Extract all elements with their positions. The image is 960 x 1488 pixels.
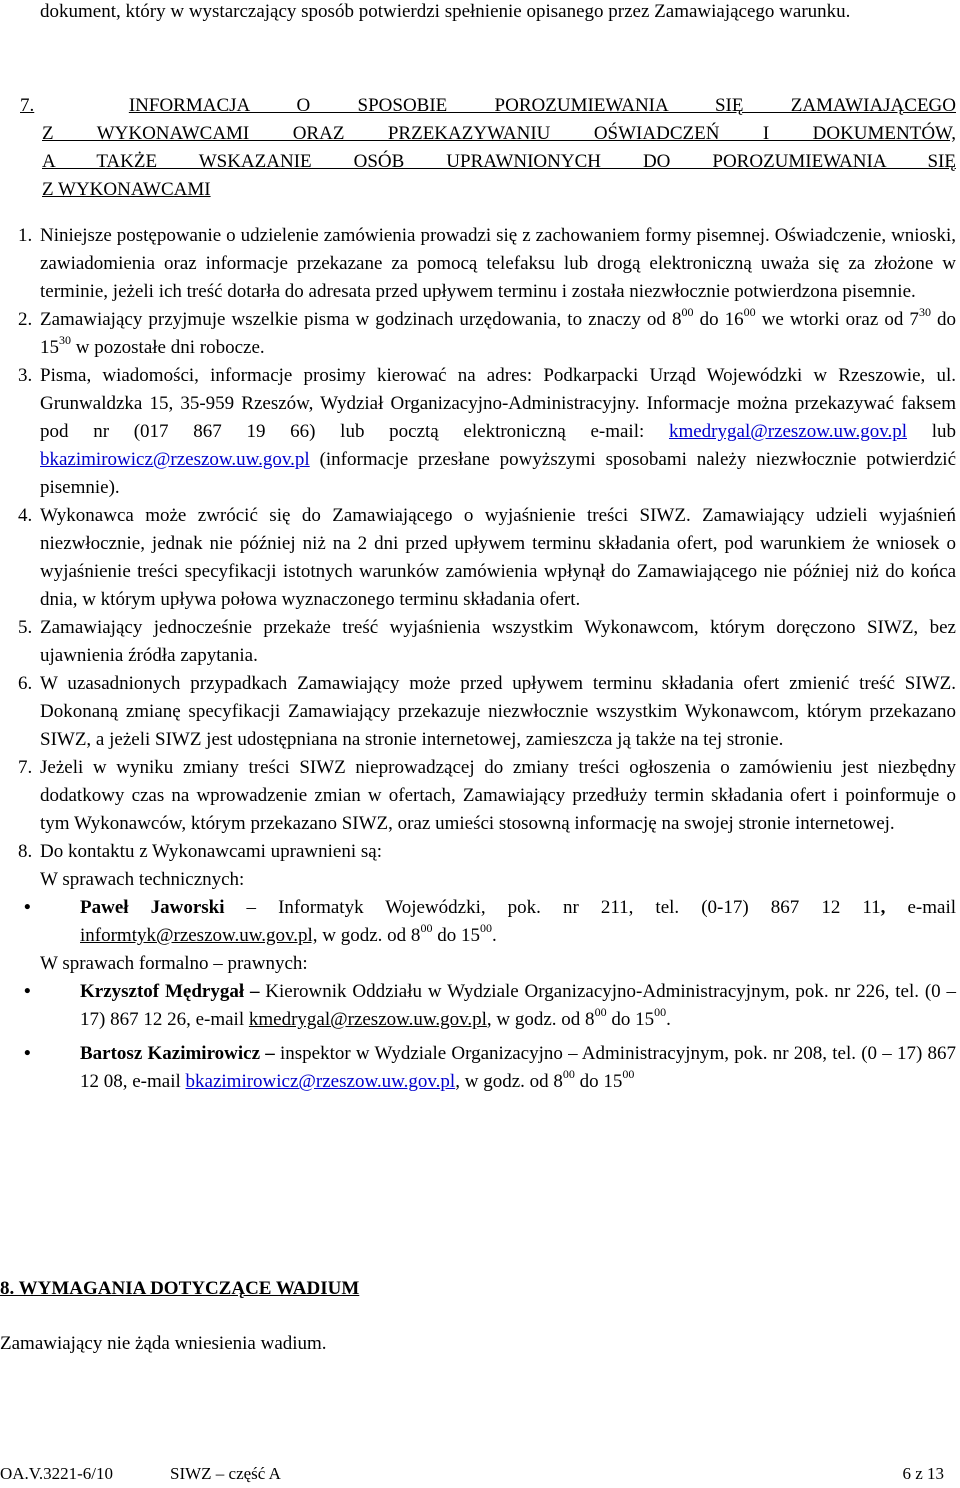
bullet-icon: • [24,1043,31,1064]
section-7-line-1: 7. INFORMACJA O SPOSOBIE POROZUMIEWANIA SIĘ ZAMAWIAJĄCEGO [20,95,956,116]
contact-item: • Bartosz Kazimirowicz – inspektor w Wydziale Organizacyjno – Administracyjnym, pok. nr 208, tel. (0 – 17) 867 12 08, e-mail bkazimirowicz@rzeszow.uw.gov.pl, w godz. od $8^{00}$ do $15^{00}$ [80,1040,956,1096]
list-item-text: Jeżeli w wyniku zmiany treści SIWZ nieprowadzącej do zmiany treści ogłoszenia o zamówieniu jest niezbędny dodatkowy czas na wprowadzenie zmian w ofertach, Zamawiający przedłuży termin składania ofert i poinformuje o tym Wykonawców, którym przekazano SIWZ, oraz umieści stosowną informację na swojej stronie internetowej. [40,757,956,834]
list-item-text: Zamawiający jednocześnie przekaże treść wyjaśnienia wszystkim Wykonawcom, którym doręczono SIWZ, bez ujawnienia źródła zapytania. [40,617,956,666]
contact-name: Krzysztof Mędrygał [80,981,245,1002]
list-item: 3. Pisma, wiadomości, informacje prosimy kierować na adres: Podkarpacki Urząd Wojewódzki w Rzeszowie, ul. Grunwaldzka 15, 35-959 Rzeszów, Wydział Organizacyjno-Administracyjny. Informacje można przekazywać faksem pod nr (017 867 19 66) lub pocztą elektroniczną e-mail: kmedrygal@rzeszow.uw.gov.pl lub bkazimirowicz@rzeszow.uw.gov.pl (informacje przesłane powyższymi sposobami należy niezwłocznie potwierdzić pisemnie). [18,362,956,502]
email-link-bkazimirowicz-2[interactable]: bkazimirowicz@rzeszow.uw.gov.pl [185,1071,456,1092]
list-item-number: 6. [18,673,33,694]
list-item-number: 4. [18,505,33,526]
list-item-number: 7. [18,757,33,778]
list-item [18,614,956,670]
list-item: 2. Zamawiający przyjmuje wszelkie pisma w godzinach urzędowania, to znaczy od $8^{00}$ do $16^{00}$ we wtorki oraz od $7^{30}$ do $15^{30}$ w pozostałe dni robocze. [18,305,957,358]
list-item-number: 1. [18,225,33,246]
section-7-heading [18,92,956,204]
footer-page-number: 6 z 13 [902,1464,944,1483]
formal-contacts-list [18,978,956,1096]
list-item-text: Wykonawca może zwrócić się do Zamawiającego o wyjaśnienie treści SIWZ. Zamawiający udzieli wyjaśnień niezwłocznie, jednak nie później niż na 2 dni przed upływem terminu składania ofert, pod warunkiem że wniosek o wyjaśnienie treści specyfikacji istotnych warunków zamówienia wpłynął do Zamawiającego nie później niż do końca dnia, w którym upływa połowa wyznaczonego terminu składania ofert. [40,505,956,610]
contact-item: • Paweł Jaworski – Informatyk Wojewódzki, pok. nr 211, tel. (0-17) 867 12 11, e-mail informtyk@rzeszow.uw.gov.pl, w godz. od $8^{00}$ do $15^{00}$. [80,894,956,950]
list-item [18,670,956,754]
section-8-heading: 8. WYMAGANIA DOTYCZĄCE WADIUM [0,1278,360,1299]
email-link-bkazimirowicz[interactable]: bkazimirowicz@rzeszow.uw.gov.pl [40,449,310,470]
contact-name: Paweł Jaworski [80,897,225,918]
technical-contacts-label: W sprawach technicznych: [40,869,245,890]
list-item-number: 2. [18,309,33,330]
list-item-text: Niniejsze postępowanie o udzielenie zamówienia prowadzi się z zachowaniem formy pisemnej. Oświadczenie, wnioski, zawiadomienia oraz informacje przekazane za pomocą telefaksu lub drogą elektroniczną uważa się za złożone w terminie, jeżeli ich treść dotarła do adresata przed upływem terminu i została niezwłocznie potwierdzona pisemnie. [40,225,956,302]
no-deposit-text: Zamawiający nie żąda wniesienia wadium. [0,1333,327,1354]
bullet-icon: • [24,981,31,1002]
list-item [18,502,956,614]
intro-paragraph: dokument, który w wystarczający sposób potwierdzi spełnienie opisanego przez Zamawiającego warunku. [40,1,851,22]
list-item [18,222,956,306]
list-item [18,838,956,866]
email-link-informtyk[interactable]: informtyk@rzeszow.uw.gov.pl, [80,925,318,946]
bullet-icon: • [24,897,31,918]
footer-reference: OA.V.3221-6/10 [0,1464,114,1483]
list-item [18,754,956,838]
section-7-line-2: Z WYKONAWCAMI ORAZ PRZEKAZYWANIU OŚWIADCZEŃ I DOKUMENTÓW, [42,123,956,144]
section-7-number: 7. [20,95,35,116]
list-item-number: 8. [18,841,33,862]
formal-contacts-label: W sprawach formalno – prawnych: [40,953,308,974]
section-7-list [18,222,956,1096]
section-7-line-4: Z WYKONAWCAMI [42,179,211,200]
technical-contacts-list [18,894,956,950]
footer-document: SIWZ – część A [170,1464,281,1483]
list-item-number: 3. [18,365,33,386]
section-7-line-3: A TAKŻE WSKAZANIE OSÓB UPRAWNIONYCH DO POROZUMIEWANIA SIĘ [42,151,956,172]
list-item-text: W uzasadnionych przypadkach Zamawiający może przed upływem terminu składania ofert zmienić treść SIWZ. Dokonaną zmianę specyfikacji Zamawiający przekazuje niezwłocznie wszystkim Wykonawcom, którym przekazano SIWZ, a jeżeli SIWZ jest udostępniana na stronie internetowej, zamieszcza ją także na tej stronie. [40,673,956,750]
email-link-kmedrygal[interactable]: kmedrygal@rzeszow.uw.gov.pl [668,421,908,442]
contact-item: • Krzysztof Mędrygał – Kierownik Oddziału w Wydziale Organizacyjno-Administracyjnym, pok. nr 226, tel. (0 –17) 867 12 26, e-mail kmedrygal@rzeszow.uw.gov.pl, w godz. od $8^{00}$ do $15^{00}$. [80,978,956,1034]
list-item-number: 5. [18,617,33,638]
list-item-text: Do kontaktu z Wykonawcami uprawnieni są: [40,841,382,862]
email-link-kmedrygal-2[interactable]: kmedrygal@rzeszow.uw.gov.pl [248,1009,487,1030]
contact-name: Bartosz Kazimirowicz [80,1043,261,1064]
